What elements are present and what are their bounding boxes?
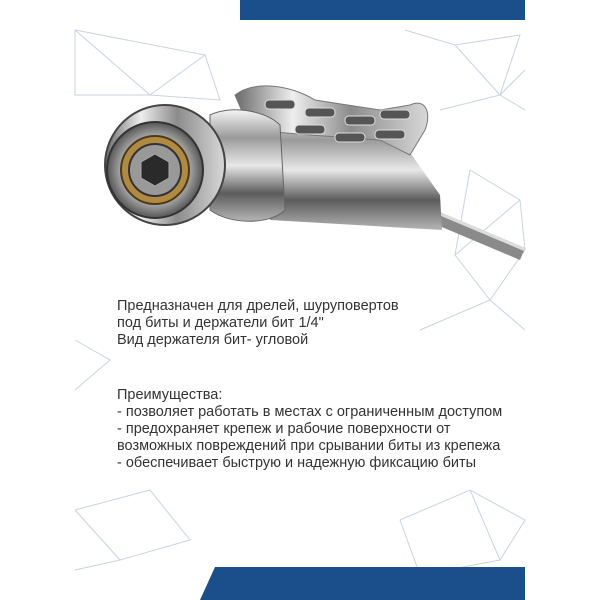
advantage-item: - предохраняет крепеж и рабочие поверхности от возможных повреждений при срывании биты из крепежа xyxy=(117,421,501,454)
advantage-item: - позволяет работать в местах с ограниченным доступом xyxy=(117,404,503,420)
description-line: под биты и держатели бит 1/4" xyxy=(117,315,324,331)
angle-bit-holder-icon xyxy=(80,70,540,300)
advantages-title: Преимущества: xyxy=(117,387,223,403)
description-line: Вид держателя бит- угловой xyxy=(117,332,309,348)
description-line: Предназначен для дрелей, шуруповертов xyxy=(117,298,399,314)
product-description xyxy=(117,298,537,349)
advantages-section xyxy=(117,387,517,472)
advantage-item: - обеспечивает быструю и надежную фиксацию биты xyxy=(117,455,477,471)
top-accent-band xyxy=(240,0,525,20)
